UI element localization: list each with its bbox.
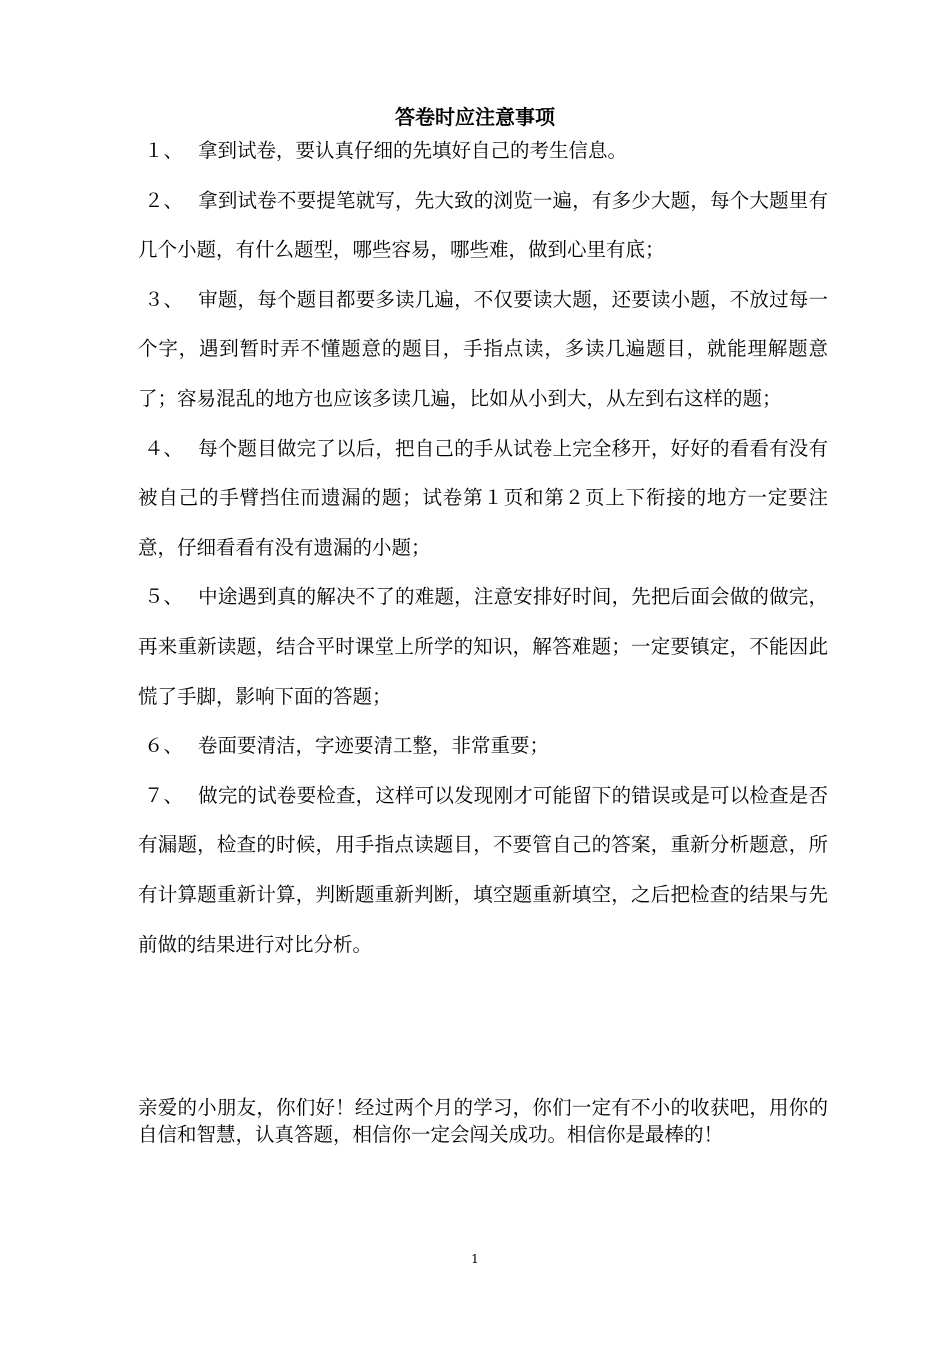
item-text: 拿到试卷不要提笔就写，先大致的浏览一遍，有多少大题，每个大题里有几个小题，有什么题型，哪些容易，哪些难，做到心里有底； — [138, 188, 828, 262]
item-text: 审题，每个题目都要多读几遍，不仅要读大题，还要读小题，不放过每一个字，遇到暂时弄不懂题意的题目，手指点读，多读几遍题目，就能理解题意了；容易混乱的地方也应该多读几遍，比如从小到大，从左到右这样的题； — [138, 287, 828, 410]
item-number: ７、 — [144, 783, 184, 807]
instruction-list — [138, 126, 828, 969]
instruction-item-1 — [138, 126, 828, 176]
document-title: 答卷时应注意事项 — [395, 105, 555, 129]
page-number: 1 — [471, 1252, 479, 1266]
instruction-item-4 — [138, 424, 828, 573]
item-text: 拿到试卷，要认真仔细的先填好自己的考生信息。 — [198, 139, 628, 162]
instruction-item-6 — [138, 721, 828, 771]
item-number: ２、 — [144, 188, 184, 212]
item-text: 做完的试卷要检查，这样可以发现刚才可能留下的错误或是可以检查是否有漏题，检查的时候，用手指点读题目，不要管自己的答案，重新分析题意，所有计算题重新计算，判断题重新判断，填空题重新填空，之后把检查的结果与先前做的结果进行对比分析。 — [138, 783, 828, 956]
item-number: ５、 — [144, 585, 184, 609]
instruction-item-3 — [138, 275, 828, 424]
item-number: ３、 — [144, 287, 184, 311]
instruction-item-5 — [138, 572, 828, 721]
item-text: 每个题目做完了以后，把自己的手从试卷上完全移开，好好的看看有没有被自己的手臂挡住而遗漏的题；试卷第１页和第２页上下衔接的地方一定要注意，仔细看看有没有遗漏的小题； — [138, 436, 828, 559]
item-text: 中途遇到真的解决不了的难题，注意安排好时间，先把后面会做的做完，再来重新读题，结合平时课堂上所学的知识，解答难题；一定要镇定，不能因此慌了手脚，影响下面的答题； — [138, 585, 828, 708]
instruction-item-7 — [138, 771, 828, 969]
item-text: 卷面要清洁，字迹要清工整，非常重要； — [198, 734, 550, 758]
greeting-paragraph: 亲爱的小朋友，你们好！经过两个月的学习，你们一定有不小的收获吧，用你的自信和智慧，认真答题，相信你一定会闯关成功。相信你是最棒的！ — [138, 1096, 828, 1146]
item-number: １、 — [144, 139, 184, 162]
item-number: ４、 — [144, 436, 184, 460]
item-number: ６、 — [144, 734, 184, 758]
instruction-item-2 — [138, 176, 828, 275]
